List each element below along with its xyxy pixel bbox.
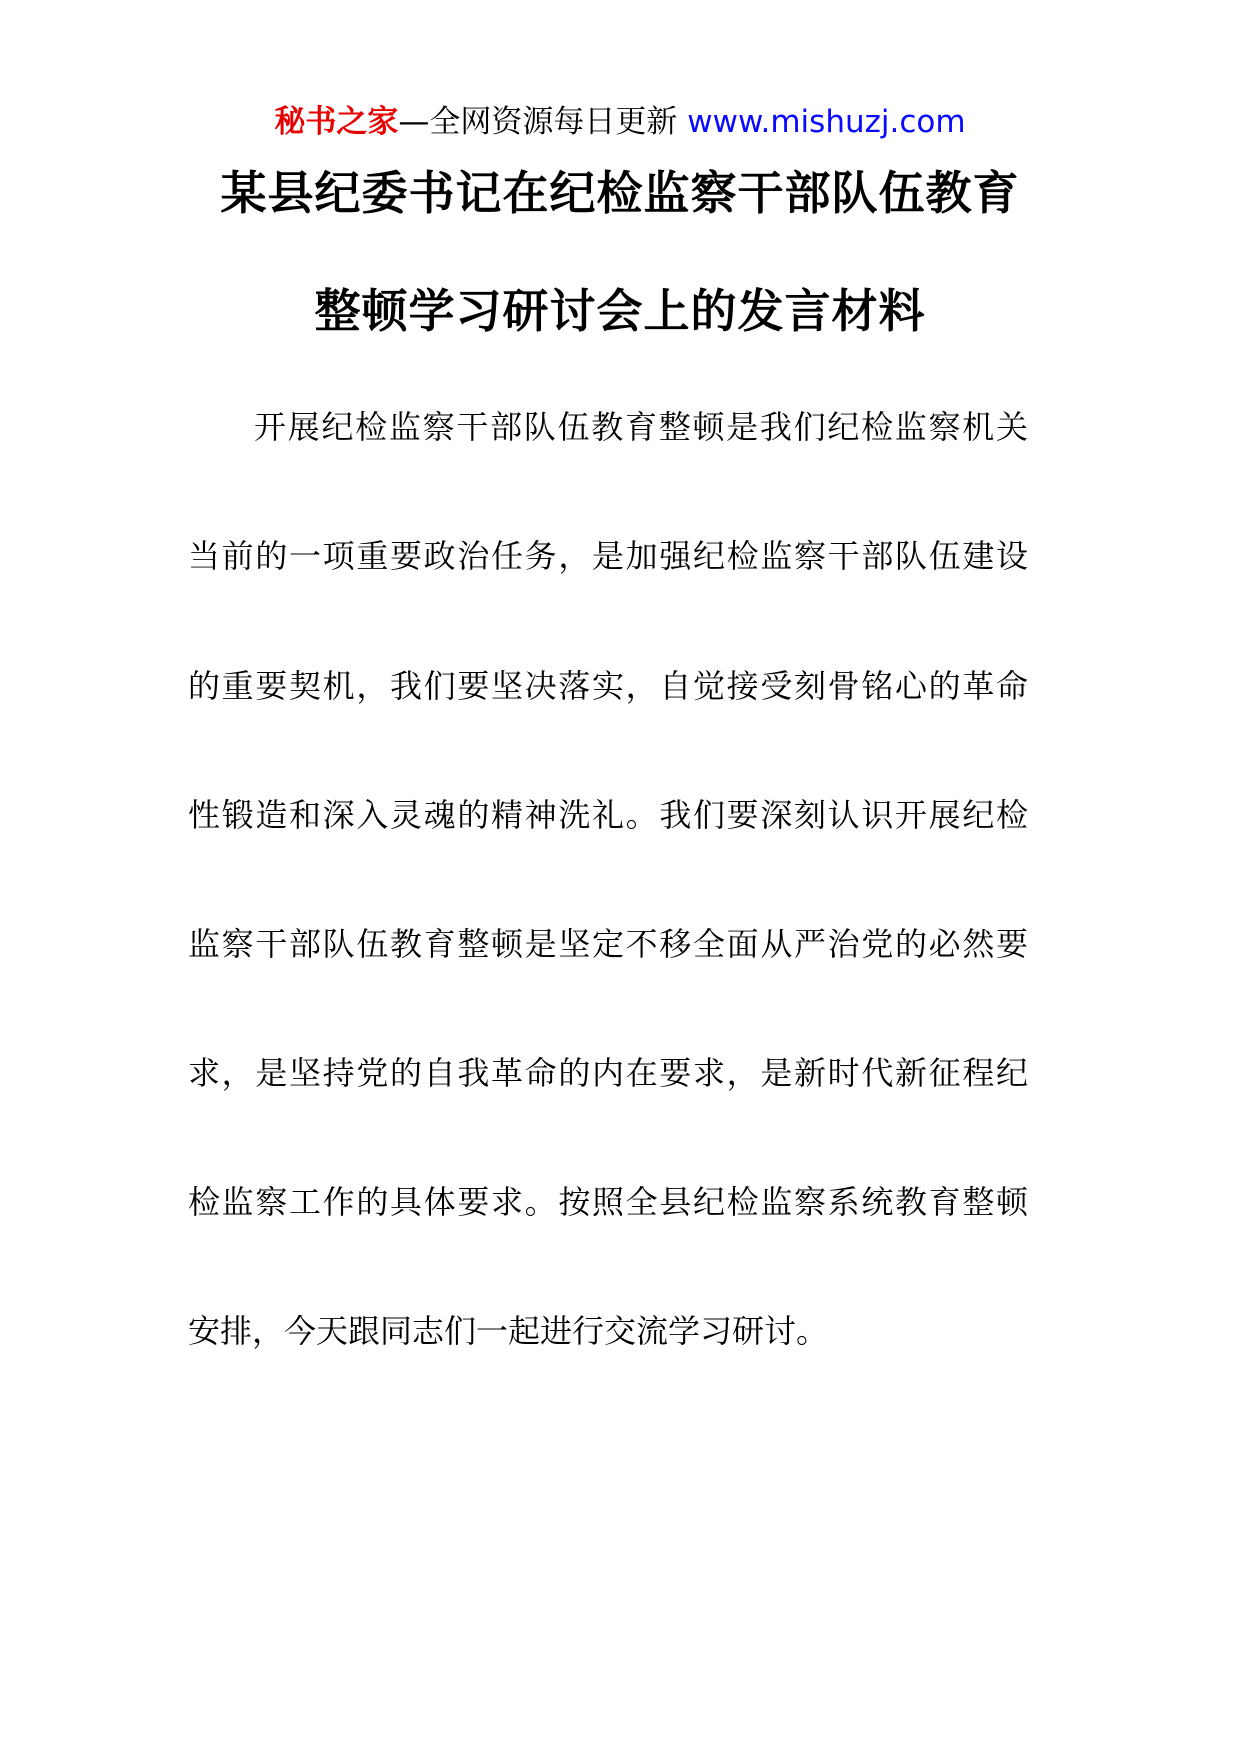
paragraph-line: 当前的一项重要政治任务，是加强纪检监察干部队伍建设 xyxy=(188,537,1028,575)
document-title-line-2: 整顿学习研讨会上的发言材料 xyxy=(314,284,926,338)
site-header xyxy=(0,102,1240,142)
paragraph-line: 安排，今天跟同志们一起进行交流学习研讨。 xyxy=(188,1312,829,1350)
site-slogan: —全网资源每日更新 xyxy=(398,104,688,140)
document-title-line-1: 某县纪委书记在纪检监察干部队伍教育 xyxy=(220,166,1020,220)
paragraph-line: 性锻造和深入灵魂的精神洗礼。我们要深刻认识开展纪检 xyxy=(188,796,1028,834)
paragraph-line: 监察干部队伍教育整顿是坚定不移全面从严治党的必然要 xyxy=(188,925,1028,963)
paragraph-line: 的重要契机，我们要坚决落实，自觉接受刻骨铭心的革命 xyxy=(188,667,1028,705)
paragraph-line: 检监察工作的具体要求。按照全县纪检监察系统教育整顿 xyxy=(188,1183,1028,1221)
paragraph-line: 求，是坚持党的自我革命的内在要求，是新时代新征程纪 xyxy=(188,1054,1028,1092)
brand-name: 秘书之家 xyxy=(274,104,399,140)
paragraph-line: 开展纪检监察干部队伍教育整顿是我们纪检监察机关 xyxy=(254,408,1028,446)
site-url-link[interactable]: www.mishuzj.com xyxy=(687,104,966,140)
